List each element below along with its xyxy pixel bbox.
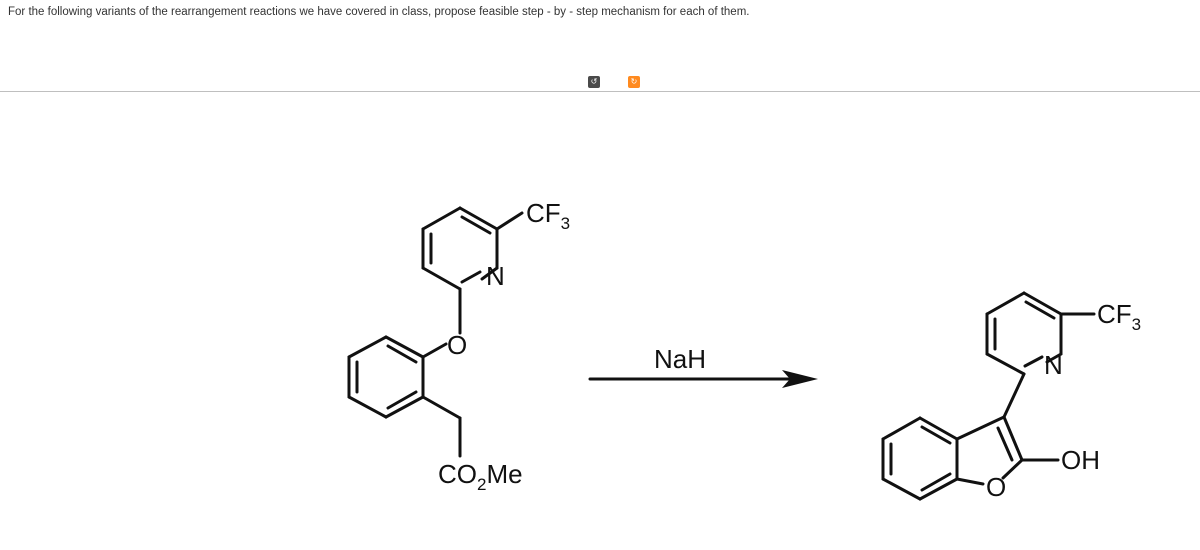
product-hydroxyl-label: OH <box>1061 445 1100 475</box>
reactant-cf3-label: $CF_3$ <box>526 198 571 233</box>
question-text: For the following variants of the rearrangement reactions we have covered in class, propose feasible step - by - step mechanism for each of them. <box>8 6 750 18</box>
reagent-label: NaH <box>654 344 707 374</box>
reactant-benzene-ring <box>349 337 460 456</box>
product-pyridine-n-label: N <box>1044 350 1063 380</box>
reactant-ether-o-label: O <box>447 330 468 360</box>
reactant-ester-label: $CO_2Me$ <box>438 459 523 494</box>
product-benzofuran <box>883 417 1058 499</box>
reactant-pyridine-ring <box>423 208 522 333</box>
undo-icon[interactable]: ↺ <box>588 76 600 88</box>
product-pyridine-ring <box>987 293 1094 417</box>
product-furan-o-label: O <box>986 472 1007 502</box>
reactant-pyridine-n-label: N <box>486 261 505 291</box>
redo-icon[interactable]: ↻ <box>628 76 640 88</box>
product-cf3-label: $CF_3$ <box>1097 299 1142 334</box>
